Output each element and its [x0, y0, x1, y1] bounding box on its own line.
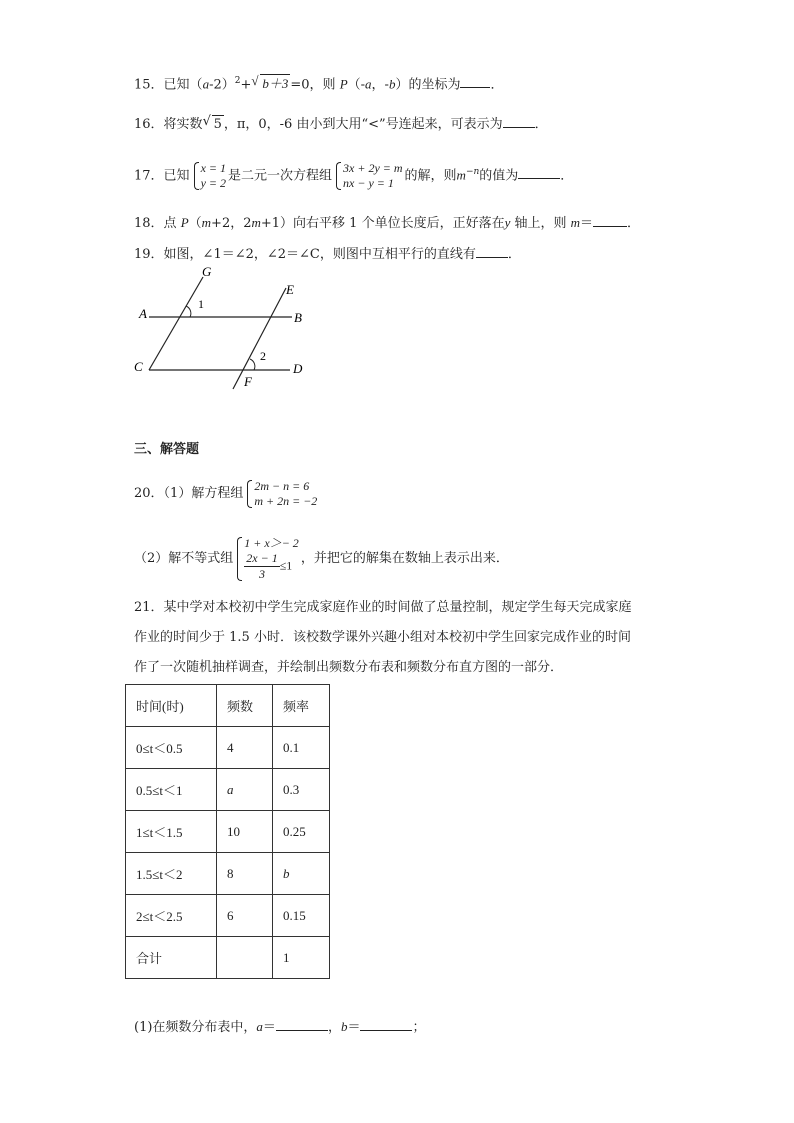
- table-header-row: [126, 685, 330, 727]
- line-EF: [233, 288, 286, 389]
- answer-blank-b[interactable]: [360, 1018, 412, 1031]
- question-15: [134, 72, 503, 94]
- label-F: F: [244, 374, 252, 389]
- label-B: B: [294, 310, 302, 325]
- q18-text: +2，2: [211, 216, 252, 231]
- parallel-lines-figure: [130, 262, 330, 397]
- table-cell: a: [217, 769, 273, 811]
- q21-end: ；: [412, 1020, 426, 1035]
- table-cell: 0.1: [273, 727, 330, 769]
- table-row: [126, 811, 330, 853]
- inequality: 1 + x＞− 2: [244, 535, 299, 550]
- q15-text: ）的坐标为: [395, 77, 461, 93]
- label-A: A: [139, 306, 147, 321]
- var-b: b: [388, 76, 396, 92]
- question-16: [134, 115, 548, 134]
- table-header-frequency: 频数: [217, 685, 273, 727]
- fraction-denominator: 3: [259, 566, 265, 581]
- table-row: [126, 769, 330, 811]
- q21-text: ＝: [262, 1020, 276, 1035]
- question-21-part1: [134, 1018, 425, 1037]
- answer-blank-a[interactable]: [276, 1018, 328, 1031]
- equation: 3x + 2y = m: [343, 160, 403, 175]
- table-row: [126, 727, 330, 769]
- table-cell: 4: [217, 727, 273, 769]
- q21-text: (1)在频数分布表中，: [134, 1020, 257, 1035]
- q15-end: ．: [490, 77, 504, 93]
- line-CG: [149, 277, 203, 370]
- table-header-time: 时间(时): [126, 685, 217, 727]
- q15-text: =0，则: [290, 77, 340, 93]
- q15-text: +: [240, 77, 252, 93]
- answer-blank[interactable]: [476, 245, 508, 258]
- q17-text: 已知: [163, 168, 190, 184]
- var-b: b: [340, 1019, 348, 1034]
- q18-text: （: [188, 216, 202, 231]
- exponent: −n: [465, 167, 480, 177]
- var-a: a: [365, 76, 372, 92]
- equation: x = 1: [200, 160, 226, 175]
- equation: y = 2: [200, 175, 226, 190]
- q21-text: ＝: [347, 1020, 361, 1035]
- table-cell: 0.3: [273, 769, 330, 811]
- table-header-rate: 频率: [273, 685, 330, 727]
- label-C: C: [134, 359, 143, 374]
- table-cell: 0.25: [273, 811, 330, 853]
- inequality-sign: ≤1: [279, 557, 293, 572]
- table-cell: 8: [217, 853, 273, 895]
- q18-text: 轴上，则: [510, 216, 571, 231]
- q16-text: ，π，0，-6 由小到大用“<”号连起来，可表示为: [223, 117, 503, 132]
- table-cell: 6: [217, 895, 273, 937]
- sqrt-expression: √ 5: [212, 115, 224, 134]
- point-P: P: [180, 215, 189, 230]
- question-21-line2: 作业的时间少于 1.5 小时．该校数学课外兴趣小组对本校初中学生回家完成作业的时间: [134, 630, 631, 645]
- label-angle-1: 1: [198, 297, 204, 311]
- var-m: m: [570, 215, 581, 230]
- table-row: [126, 853, 330, 895]
- q19-text: 如图，∠1＝∠2，∠2＝∠C，则图中互相平行的直线有: [163, 247, 476, 262]
- q18-text: ＝: [580, 216, 594, 231]
- table-cell: 1≤t＜1.5: [126, 811, 217, 853]
- inequality-system: [235, 536, 299, 582]
- q20-text: （1）解方程组: [163, 486, 244, 501]
- equation-system: [334, 161, 403, 191]
- question-20-part2: [134, 530, 509, 588]
- label-G: G: [202, 264, 212, 279]
- equation: nx − y = 1: [343, 175, 394, 190]
- frequency-table: [125, 684, 330, 979]
- fraction: [244, 551, 279, 582]
- point-P: P: [339, 76, 348, 92]
- table-row-total: [126, 937, 330, 979]
- table-row: [126, 895, 330, 937]
- answer-blank[interactable]: [460, 75, 490, 88]
- table-cell: 0.5≤t＜1: [126, 769, 217, 811]
- question-number: 18．: [134, 216, 164, 231]
- table-cell: 0≤t＜0.5: [126, 727, 217, 769]
- question-number: 19．: [134, 247, 164, 262]
- label-E: E: [286, 282, 294, 297]
- equation: 2m − n = 6: [254, 478, 310, 493]
- equation-system: [192, 161, 226, 191]
- var-m: m: [251, 215, 261, 230]
- table-cell: 10: [217, 811, 273, 853]
- question-20-part1: [134, 474, 319, 514]
- q15-text: -2）: [209, 77, 235, 93]
- table-cell: 合计: [126, 937, 217, 979]
- fraction-numerator: 2x − 1: [246, 550, 278, 565]
- table-cell: 1: [273, 937, 330, 979]
- question-number: 20．: [134, 486, 164, 501]
- question-21-line3: 作了一次随机抽样调查，并绘制出频数分布表和频数分布直方图的一部分．: [134, 660, 564, 675]
- var-a: a: [202, 76, 210, 92]
- question-21-line1: 21．某中学对本校初中学生完成家庭作业的时间做了总量控制，规定学生每天完成家庭: [134, 600, 632, 615]
- answer-blank[interactable]: [503, 115, 535, 128]
- question-number: 15．: [134, 77, 164, 93]
- table-cell: 2≤t＜2.5: [126, 895, 217, 937]
- table-cell: [217, 937, 273, 979]
- equation-system: [245, 479, 317, 509]
- q18-text: 点: [163, 216, 181, 231]
- q17-text: 的值为: [479, 168, 519, 184]
- q16-end: ．: [534, 117, 548, 132]
- label-angle-2: 2: [260, 349, 266, 363]
- q18-text: +1）向右平移 1 个单位长度后，正好落在: [260, 216, 505, 231]
- question-18: [134, 214, 640, 233]
- angle-2-arc: [250, 359, 255, 370]
- question-number: 17．: [134, 168, 164, 184]
- var-a: a: [256, 1019, 263, 1034]
- var-y: y: [504, 215, 511, 230]
- q17-end: ．: [560, 168, 574, 184]
- table-cell: 1.5≤t＜2: [126, 853, 217, 895]
- table-cell: 0.15: [273, 895, 330, 937]
- var-m: m: [456, 167, 466, 183]
- q15-text: ，-: [371, 77, 389, 93]
- q16-text: 将实数: [163, 117, 203, 132]
- answer-blank[interactable]: [518, 166, 560, 179]
- answer-blank[interactable]: [593, 214, 627, 227]
- question-17: [134, 152, 573, 196]
- q18-end: ．: [627, 216, 641, 231]
- q20-text: （2）解不等式组: [134, 551, 234, 566]
- label-D: D: [293, 361, 303, 376]
- question-number: 16．: [134, 117, 164, 132]
- q17-text: 的解，则: [404, 168, 457, 184]
- exponent: 2: [234, 76, 241, 86]
- equation: m + 2n = −2: [254, 493, 318, 508]
- q15-text: （-: [347, 77, 366, 93]
- table-cell: b: [273, 853, 330, 895]
- q17-text: 是二元一次方程组: [228, 168, 333, 184]
- q21-text: ，: [327, 1020, 341, 1035]
- sqrt-expression: √ b＋3: [260, 74, 290, 93]
- var-m: m: [201, 215, 212, 230]
- q15-text: 已知（: [163, 77, 203, 93]
- q19-end: ．: [507, 247, 521, 262]
- q20-text: ，并把它的解集在数轴上表示出来．: [300, 551, 509, 566]
- angle-1-arc: [186, 306, 191, 317]
- section-heading: 三、解答题: [134, 442, 200, 457]
